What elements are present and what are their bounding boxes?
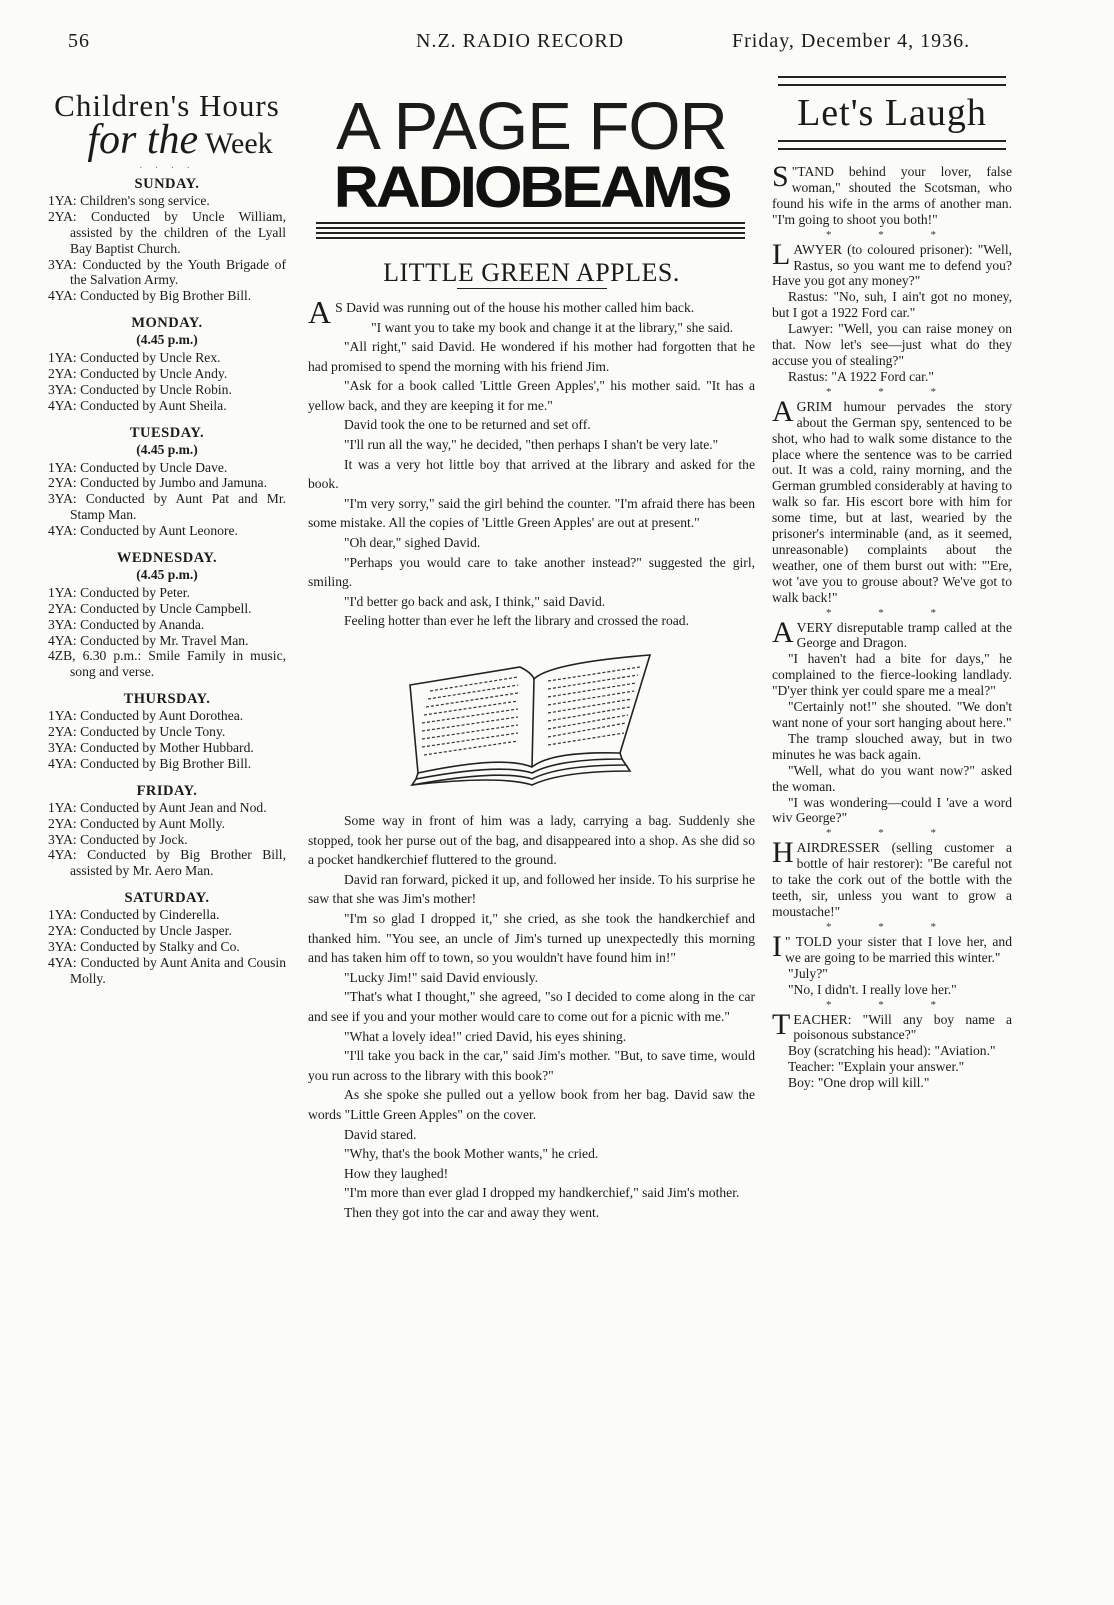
story-paragraph: "Perhaps you would care to take another instead?" suggested the girl, smiling. (308, 554, 755, 590)
joke-separator-stars: * * * (826, 920, 958, 933)
joke-text: TOLD your sister that I love her, and we are going to be married this winter." (785, 933, 1012, 965)
joke-line (772, 237, 1012, 290)
story-paragraph: "Why, that's the book Mother wants," he cried. (344, 1146, 599, 1162)
schedule-entry: 4ZB, 6.30 p.m.: Smile Family in music, song and verse. (48, 648, 286, 680)
story-paragraph: "I want you to take my book and change it at the library," she said. (371, 319, 734, 335)
schedule-entry: 4YA: Conducted by Big Brother Bill. (48, 755, 252, 771)
schedule-entry: 1YA: Children's song service. (48, 192, 210, 208)
joke-text: "I haven't had a bite for days," he complained to the fierce-looking landlady. "D'yer think yer could spare me a meal?" (772, 651, 1012, 699)
story-paragraphs-top (308, 318, 755, 632)
joke-line (772, 982, 1012, 998)
schedule-day-heading: FRIDAY. (136, 782, 198, 799)
schedule-entry: 2YA: Conducted by Aunt Molly. (48, 815, 225, 831)
joke-text: GRIM humour pervades the story about the German spy, sentenced to be shot, who had to walk some distance to the place where the sentence was to be carried out. It was a cold, rainy morning, and the German grumbled considerably at having to walk so far. His escort bore with him for some time, but at last, wearied by the prisoner's interminable (and, as it seemed, unreasonable) complaints about the weather, one of them burst out with: "'Ere, wot 'ave you to grouse about? We've got to walk back!" (772, 398, 1012, 605)
bottom-double-rule (778, 140, 1006, 150)
story-paragraph: "I'm so glad I dropped it," she cried, as she took the handkerchief and thanked him. "You see, an uncle of Jim's turned up unexpectedly this morning and has taken him off to town, so you wouldn't have found him in!" (308, 910, 755, 966)
story-paragraph: "That's what I thought," she agreed, "so I decided to come along in the car and see if you and your mother would care to come out for a picnic with me." (308, 989, 755, 1024)
joke-line (772, 1043, 1012, 1059)
schedule-day-heading: SUNDAY. (134, 176, 200, 192)
story-paragraph: "I'd better go back and ask, I think," said David. (344, 593, 606, 609)
schedule-entry: 2YA: Conducted by Uncle Andy. (48, 365, 228, 381)
schedule-entry: 2YA: Conducted by Uncle William, assisted by the children of the Lyall Bay Baptist Church. (48, 208, 286, 256)
schedule-entry: 4YA: Conducted by Aunt Leonore. (48, 523, 238, 539)
joke (772, 160, 1012, 228)
schedule-entry: 3YA: Conducted by Stalky and Co. (48, 938, 240, 954)
joke-text: Boy (scratching his head): "Aviation." (788, 1043, 996, 1059)
story-paragraph: David took the one to be returned and set off. (344, 417, 591, 433)
heading-rules (316, 222, 745, 239)
joke-text: Boy: "One drop will kill." (788, 1075, 930, 1091)
schedule-day-heading: WEDNESDAY. (116, 550, 218, 567)
joke-open-quote: " (785, 933, 791, 949)
schedule-entry: 1YA: Conducted by Uncle Rex. (48, 350, 221, 366)
schedule-entry: 3YA: Conducted by the Youth Brigade of the Salvation Army. (48, 256, 286, 288)
joke-separator-stars: * * * (826, 827, 958, 840)
story-paragraph: "Lucky Jim!" said David enviously. (344, 969, 539, 985)
joke (772, 929, 1012, 998)
lets-laugh-title: Let's Laugh (797, 92, 987, 134)
joke (772, 836, 1012, 920)
page-number: 56 (68, 30, 90, 52)
joke-line (772, 651, 1012, 699)
joke-text: "July?" (788, 965, 828, 981)
joke (772, 1007, 1012, 1092)
story-paragraph: Feeling hotter than ever he left the library and crossed the road. (344, 613, 690, 629)
joke-separator-stars: * * * (826, 998, 958, 1011)
joke-text: VERY disreputable tramp called at the George and Dragon. (796, 619, 1012, 651)
schedule-entry: 4YA: Conducted by Big Brother Bill, assisted by Mr. Aero Man. (48, 847, 286, 879)
subtitle-week: Week (205, 127, 273, 160)
story-paragraph: "All right," said David. He wondered if his mother had forgotten that he had promised to spend the morning with his friend Jim. (308, 339, 755, 374)
joke-separator-stars: * * * (826, 385, 958, 398)
joke-line (772, 394, 1012, 606)
subtitle-italic: for the (87, 117, 199, 163)
story-title: LITTLE GREEN APPLES. (383, 258, 680, 287)
schedule-day-heading: THURSDAY. (123, 691, 211, 708)
story-opening-paragraph: A S David was running out of the house his mother called him back. (308, 293, 695, 330)
schedule-day-heading: SATURDAY. (124, 890, 210, 907)
schedule-entry: 3YA: Conducted by Aunt Pat and Mr. Stamp Man. (48, 491, 286, 523)
joke-text: "No, I didn't. I really love her." (788, 981, 957, 997)
schedule-entry: 3YA: Conducted by Jock. (48, 831, 188, 847)
joke-drop-cap: A (772, 615, 794, 649)
story-paragraph: Some way in front of him was a lady, carrying a bag. Suddenly she stopped, took her purse out of the bag, and disappeared into a shop. As she did so a pocket handkerchief fluttered to the ground. (308, 813, 755, 868)
joke-separator-stars: * * * (826, 606, 958, 619)
issue-date: Friday, December 4, 1936. (732, 30, 971, 52)
joke-drop-cap: A (772, 394, 794, 428)
schedule-entry: 4YA: Conducted by Aunt Anita and Cousin Molly. (48, 954, 286, 986)
joke-text: AWYER (to coloured prisoner): "Well, Rastus, so you want me to defend you? Have you got any money?" (772, 241, 1012, 289)
story-paragraph: Then they got into the car and away they went. (344, 1204, 600, 1220)
story-paragraph: "I'm more than ever glad I dropped my handkerchief," said Jim's mother. (344, 1185, 740, 1201)
joke-text: "Well, what do you want now?" asked the woman. (772, 762, 1012, 794)
schedule-day-heading: TUESDAY. (129, 424, 205, 441)
joke-line (772, 699, 1012, 731)
joke-text: EACHER: "Will any boy name a poisonous substance?" (793, 1011, 1012, 1043)
joke-drop-cap: S (772, 160, 789, 193)
joke-drop-cap: I (772, 929, 782, 963)
joke-line (772, 369, 1012, 385)
radiobeams-column (308, 88, 755, 1222)
joke-drop-cap: H (772, 836, 794, 870)
schedule-entry: 2YA: Conducted by Uncle Tony. (48, 724, 226, 740)
schedule-list (48, 177, 286, 987)
ornament-divider: · · · · (139, 163, 195, 174)
joke-line (772, 731, 1012, 763)
joke-line (772, 836, 1012, 920)
joke-line (772, 929, 1012, 966)
schedule-entry: 1YA: Conducted by Aunt Dorothea. (48, 708, 244, 724)
schedule-entry: 4YA: Conducted by Aunt Sheila. (48, 397, 227, 413)
joke-line (772, 1059, 1012, 1075)
joke-text: The tramp slouched away, but in two minutes he was back again. (772, 730, 1012, 762)
childrens-hours-title: Children's Hours (54, 88, 280, 123)
title-rule (457, 288, 607, 289)
joke-line (772, 763, 1012, 795)
joke (772, 237, 1012, 385)
schedule-entry: 3YA: Conducted by Ananda. (48, 616, 205, 632)
childrens-hours-subtitle (74, 117, 286, 163)
open-book-illustration (308, 645, 755, 801)
lets-laugh-column (772, 76, 1012, 1091)
schedule-entry: 3YA: Conducted by Uncle Robin. (48, 381, 232, 397)
joke-text: Lawyer: "Well, you can raise money on that. Now let's see—just what do they accuse you of stealing?" (772, 321, 1012, 368)
schedule-entry: 1YA: Conducted by Peter. (48, 584, 190, 600)
joke-drop-cap: T (772, 1007, 791, 1041)
joke-text: Teacher: "Explain your answer." (788, 1059, 965, 1075)
joke-text: "I was wondering—could I 'ave a word wiv George?" (772, 794, 1012, 826)
childrens-hours-column (48, 88, 286, 987)
joke-line (772, 615, 1012, 652)
drop-cap: A (308, 293, 332, 330)
joke (772, 615, 1012, 827)
joke-drop-cap: L (772, 237, 791, 271)
schedule-entry: 1YA: Conducted by Uncle Dave. (48, 459, 228, 475)
joke (772, 394, 1012, 606)
schedule-entry: 1YA: Conducted by Aunt Jean and Nod. (48, 799, 267, 815)
open-book-icon (382, 645, 682, 801)
story-paragraph: "What a lovely idea!" cried David, his eyes shining. (344, 1028, 627, 1044)
schedule-entry: 1YA: Conducted by Cinderella. (48, 907, 220, 923)
story-paragraph: David ran forward, picked it up, and followed her inside. To his surprise he saw that she was Jim's mother! (308, 871, 755, 907)
joke-text: "Certainly not!" she shouted. "We don't want none of your sort hanging about here." (772, 699, 1012, 730)
schedule-entry: 2YA: Conducted by Uncle Jasper. (48, 923, 232, 939)
joke-line (772, 160, 1012, 228)
joke-text: AIRDRESSER (selling customer a bottle of hair restorer): "Be careful not to take the cork out of the bottle with the teeth, sir, unless you want to grow a moustache!" (772, 840, 1012, 919)
story-paragraph: How they laughed! (344, 1165, 449, 1181)
schedule-time: (4.45 p.m.) (136, 566, 198, 582)
story-paragraph: "Ask for a book called 'Little Green Apples'," his mother said. "It has a yellow back, and they are keeping it for me." (308, 378, 755, 413)
joke-line (772, 795, 1012, 827)
schedule-time: (4.45 p.m.) (136, 441, 198, 457)
schedule-entry: 2YA: Conducted by Jumbo and Jamuna. (48, 475, 267, 491)
joke-line (772, 1075, 1012, 1091)
masthead: N.Z. RADIO RECORD (416, 30, 625, 52)
joke-line (772, 1007, 1012, 1044)
top-double-rule (778, 76, 1006, 86)
schedule-entry: 4YA: Conducted by Mr. Travel Man. (48, 632, 249, 648)
schedule-entry: 4YA: Conducted by Big Brother Bill. (48, 288, 252, 304)
story-paragraph: "I'm very sorry," said the girl behind the counter. "I'm afraid there has been some mistake. All the copies of 'Little Green Apples' are out at present." (308, 495, 755, 531)
page-heading: A PAGE FOR (336, 89, 727, 164)
jokes-list (772, 160, 1012, 1091)
story-paragraphs-bottom (308, 811, 755, 1222)
story-paragraph: As she spoke she pulled out a yellow book from her bag. David saw the words "Little Green Apples" on the cover. (308, 1087, 755, 1122)
joke-open-quote: " (791, 164, 798, 179)
joke-line (772, 289, 1012, 321)
radiobeams-heading: RADIOBEAMS (333, 155, 730, 220)
page-header (0, 30, 1114, 60)
joke-line (772, 321, 1012, 369)
story-paragraph: "I'll run all the way," he decided, "then perhaps I shan't be very late." (344, 437, 719, 453)
joke-separator-stars: * * * (826, 228, 958, 241)
story-paragraph: "I'll take you back in the car," said Jim's mother. "But, to save time, would you run across to the library with this book?" (308, 1048, 755, 1083)
schedule-day-heading: MONDAY. (131, 315, 203, 332)
joke-text: Rastus: "A 1922 Ford car." (788, 368, 934, 384)
schedule-time: (4.45 p.m.) (136, 332, 198, 348)
story-paragraph: "Oh dear," sighed David. (344, 535, 481, 551)
joke-line (772, 966, 1012, 982)
schedule-entry: 2YA: Conducted by Uncle Campbell. (48, 600, 252, 616)
schedule-entry: 3YA: Conducted by Mother Hubbard. (48, 740, 254, 755)
joke-text: Rastus: "No, suh, I ain't got no money, but I got a 1922 Ford car." (772, 289, 1012, 321)
story-paragraph: It was a very hot little boy that arrived at the library and asked for the book. (308, 456, 755, 492)
story-paragraph: David stared. (344, 1126, 417, 1142)
joke-text: TAND behind your lover, false woman," shouted the Scotsman, who found his wife in the arms of another man. "I'm going to shoot you both!" (772, 164, 1012, 227)
